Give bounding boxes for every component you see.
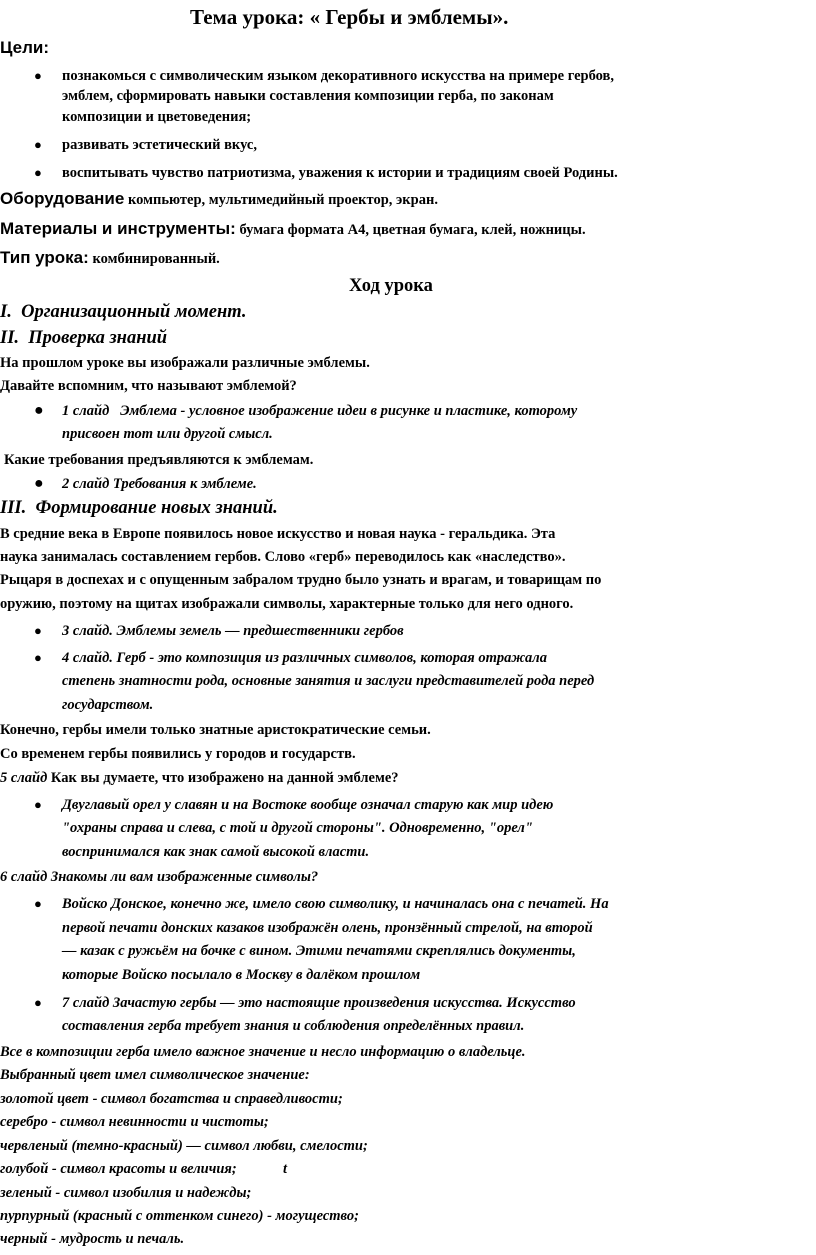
materials-value: бумага формата А4, цветная бумага, клей, ножницы.: [235, 222, 586, 238]
section-3-heading: [0, 496, 278, 520]
slide-4-line-3: государством.: [62, 697, 154, 713]
color-meaning-silver: серебро - символ невинности и чистоты;: [0, 1114, 269, 1130]
materials-label: Материалы и инструменты:: [0, 219, 236, 238]
slide-5-answer-line-3: воспринимался как знак самой высокой власти.: [62, 844, 370, 860]
goal-1-line-3: композиции и цветоведения;: [62, 109, 252, 125]
check-line-1: На прошлом уроке вы изображали различные эмблемы.: [0, 355, 370, 371]
slide-6-answer-line-1: Войско Донское, конечно же, имело свою символику, и начиналась она с печатей. На: [62, 896, 609, 912]
nobility-line: Конечно, гербы имели только знатные аристократические семьи.: [0, 722, 431, 738]
goal-2: развивать эстетический вкус,: [62, 137, 257, 153]
color-meaning-green: зеленый - символ изобилия и надежды;: [0, 1185, 252, 1201]
section-3-title: Формирование новых знаний.: [35, 498, 278, 518]
progress-heading: Ход урока: [349, 276, 433, 296]
slide-7-line-1: 7 слайд Зачастую гербы — это настоящие произведения искусства. Искусство: [62, 995, 576, 1011]
check-line-2: Давайте вспомним, что называют эмблемой?: [0, 378, 297, 394]
slide-1-text: Эмблема - условное изображение идеи в рисунке и пластике, которому: [120, 403, 578, 419]
slide-4-line-1: [62, 648, 547, 668]
slide-5-answer-line-2: "охраны справа и слева, с той и другой стороны". Одновременно, "орел": [62, 820, 533, 836]
history-para-line-3: Рыцаря в доспехах и с опущенным забралом трудно было узнать и врагам, и товарищам по: [0, 572, 602, 588]
slide-5-line: [0, 768, 399, 788]
bullet-icon: ●: [34, 623, 42, 638]
color-meaning-blue: голубой - символ красоты и величия;: [0, 1161, 237, 1177]
section-2-title: Проверка знаний: [28, 328, 168, 348]
materials-line: [0, 218, 586, 240]
slide-7-line-2: составления герба требует знания и соблюдения определённых правил.: [62, 1018, 525, 1034]
slide-3: 3 слайд. Эмблемы земель — предшественники гербов: [62, 623, 404, 639]
slide-4-line-2: степень знатности рода, основные занятия и заслуги представителей рода перед: [62, 673, 595, 689]
bullet-icon: ●: [34, 995, 42, 1010]
cities-line: Со временем гербы появились у городов и государств.: [0, 746, 356, 762]
bullet-icon: ●: [34, 68, 42, 83]
equipment-label: Оборудование: [0, 189, 125, 208]
color-meaning-red: червленый (темно-красный) — символ любви, смелости;: [0, 1138, 368, 1154]
color-meaning-purple: пурпурный (красный с оттенком синего) - могущество;: [0, 1208, 359, 1224]
section-2-number: II.: [0, 328, 20, 348]
bullet-icon: ●: [34, 797, 42, 812]
closing-line-1: Все в композиции герба имело важное значение и несло информацию о владельце.: [0, 1044, 526, 1060]
slide-5-question: Как вы думаете, что изображено на данной эмблеме?: [47, 770, 399, 786]
stray-character: t: [283, 1161, 288, 1177]
history-para-line-4: оружию, поэтому на щитах изображали символы, характерные только для него одного.: [0, 596, 574, 612]
slide-1-label: 1 слайд: [62, 403, 110, 419]
equipment-line: [0, 188, 438, 210]
color-meaning-gold: золотой цвет - символ богатства и справедливости;: [0, 1091, 343, 1107]
goal-3: воспитывать чувство патриотизма, уважения к истории и традициям своей Родины.: [62, 165, 618, 181]
slide-6-line: 6 слайд Знакомы ли вам изображенные символы?: [0, 869, 319, 885]
equipment-value: компьютер, мультимедийный проектор, экран.: [124, 192, 438, 208]
section-1-title: Организационный момент.: [21, 302, 247, 322]
lesson-type-label: Тип урока:: [0, 248, 89, 267]
section-1-number: I.: [0, 302, 12, 322]
slide-6-answer-line-2: первой печати донских казаков изображён олень, пронзённый стрелой, на второй: [62, 920, 593, 936]
color-meaning-black: черный - мудрость и печаль.: [0, 1231, 185, 1247]
slide-6-answer-line-4: которые Войско посылало в Москву в далёком прошлом: [62, 967, 421, 983]
slide-4-text: - это композиция из различных символов, которая отражала: [145, 650, 547, 666]
section-1-heading: [0, 300, 247, 324]
lesson-type-line: [0, 247, 220, 269]
lesson-title: Тема урока: « Гербы и эмблемы».: [190, 5, 509, 29]
goals-heading: Цели:: [0, 38, 49, 57]
bullet-icon: ●: [34, 650, 42, 665]
slide-4-label: 4 слайд. Герб: [62, 650, 146, 666]
slide-6-answer-line-3: — казак с ружьём на бочке с вином. Этими печатями скреплялись документы,: [62, 943, 576, 959]
slide-1-line-1: [62, 401, 577, 421]
section-2-heading: [0, 326, 167, 350]
lesson-type-value: комбинированный.: [88, 251, 220, 267]
bullet-icon: ●: [34, 402, 44, 419]
section-3-number: III.: [0, 498, 27, 518]
history-para-line-2: наука занималась составлением гербов. Слово «герб» переводилось как «наследство».: [0, 549, 566, 565]
goal-1-line-1: познакомься с символическим языком декоративного искусства на примере гербов,: [62, 68, 615, 84]
bullet-icon: ●: [34, 475, 44, 492]
slide-5-answer-line-1: Двуглавый орел у славян и на Востоке вообще означал старую как мир идею: [62, 797, 554, 813]
bullet-icon: ●: [34, 896, 42, 911]
history-para-line-1: В средние века в Европе появилось новое искусство и новая наука - геральдика. Эта: [0, 526, 556, 542]
bullet-icon: ●: [34, 137, 42, 152]
slide-2: 2 слайд Требования к эмблеме.: [62, 476, 257, 492]
slide-1-line-2: присвоен тот или другой смысл.: [62, 426, 273, 442]
goal-1-line-2: эмблем, сформировать навыки составления композиции герба, по законам: [62, 88, 554, 104]
slide-5-label: 5 слайд: [0, 770, 48, 786]
closing-line-2: Выбранный цвет имел символическое значение:: [0, 1067, 310, 1083]
bullet-icon: ●: [34, 165, 42, 180]
requirements-question: Какие требования предъявляются к эмблемам.: [4, 452, 314, 468]
